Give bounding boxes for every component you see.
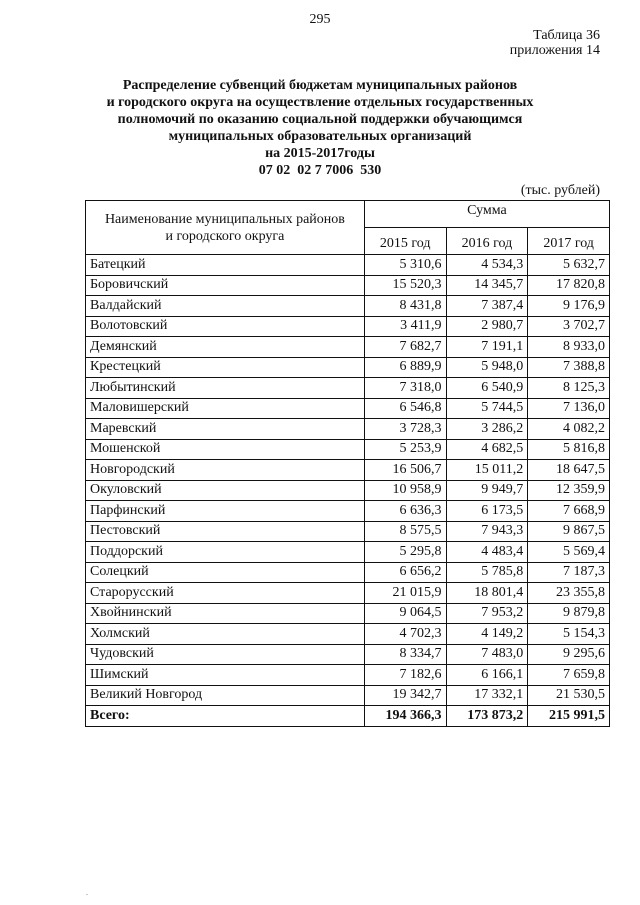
table-row (86, 480, 610, 501)
table-row (86, 439, 610, 460)
value-2015-cell: 5 295,8 (364, 542, 446, 563)
total-2016-cell: 173 873,2 (446, 706, 528, 727)
district-name-cell: Валдайский (86, 296, 365, 317)
value-2015-cell: 9 064,5 (364, 603, 446, 624)
value-2016-cell: 4 682,5 (446, 439, 528, 460)
document-heading (80, 77, 560, 179)
value-2016-cell: 6 166,1 (446, 665, 528, 686)
value-2016-cell: 6 540,9 (446, 378, 528, 399)
district-name-cell: Волотовский (86, 316, 365, 337)
table-row (86, 337, 610, 358)
value-2015-cell: 3 728,3 (364, 419, 446, 440)
value-2015-cell: 7 318,0 (364, 378, 446, 399)
district-name-cell: Великий Новгород (86, 685, 365, 706)
district-name-cell: Боровичский (86, 275, 365, 296)
district-name-cell: Шимский (86, 665, 365, 686)
value-2017-cell: 9 295,6 (528, 644, 610, 665)
heading-line-5: на 2015-2017годы (265, 146, 375, 161)
value-2017-cell: 3 702,7 (528, 316, 610, 337)
scan-mark: . (86, 888, 88, 897)
value-2015-cell: 21 015,9 (364, 583, 446, 604)
value-2017-cell: 5 816,8 (528, 439, 610, 460)
value-2017-cell: 23 355,8 (528, 583, 610, 604)
value-2015-cell: 8 575,5 (364, 521, 446, 542)
district-name-cell: Демянский (86, 337, 365, 358)
district-name-cell: Окуловский (86, 480, 365, 501)
value-2015-cell: 8 431,8 (364, 296, 446, 317)
table-row (86, 316, 610, 337)
district-name-cell: Солецкий (86, 562, 365, 583)
value-2015-cell: 5 253,9 (364, 439, 446, 460)
district-name-cell: Батецкий (86, 255, 365, 276)
district-name-cell: Мошенской (86, 439, 365, 460)
value-2015-cell: 6 636,3 (364, 501, 446, 522)
district-name-cell: Новгородский (86, 460, 365, 481)
value-2015-cell: 6 546,8 (364, 398, 446, 419)
value-2017-cell: 18 647,5 (528, 460, 610, 481)
value-2015-cell: 7 182,6 (364, 665, 446, 686)
value-2016-cell: 6 173,5 (446, 501, 528, 522)
table-ref-line-2: приложения 14 (509, 43, 600, 58)
district-name-cell: Любытинский (86, 378, 365, 399)
value-2016-cell: 2 980,7 (446, 316, 528, 337)
value-2017-cell: 7 668,9 (528, 501, 610, 522)
district-name-cell: Чудовский (86, 644, 365, 665)
value-2016-cell: 4 534,3 (446, 255, 528, 276)
table-row (86, 542, 610, 563)
table-row (86, 275, 610, 296)
value-2017-cell: 21 530,5 (528, 685, 610, 706)
value-2016-cell: 7 953,2 (446, 603, 528, 624)
value-2016-cell: 7 191,1 (446, 337, 528, 358)
value-2015-cell: 10 958,9 (364, 480, 446, 501)
year-2017-header: 2017 год (528, 228, 610, 255)
table-row (86, 624, 610, 645)
table-row (86, 357, 610, 378)
value-2017-cell: 7 388,8 (528, 357, 610, 378)
value-2017-cell: 8 125,3 (528, 378, 610, 399)
total-2017-cell: 215 991,5 (528, 706, 610, 727)
district-name-cell: Маревский (86, 419, 365, 440)
table-row (86, 255, 610, 276)
value-2016-cell: 15 011,2 (446, 460, 528, 481)
value-2015-cell: 16 506,7 (364, 460, 446, 481)
district-name-cell: Парфинский (86, 501, 365, 522)
district-name-cell: Старорусский (86, 583, 365, 604)
value-2016-cell: 9 949,7 (446, 480, 528, 501)
table-row (86, 644, 610, 665)
value-2016-cell: 4 149,2 (446, 624, 528, 645)
year-2015-header: 2015 год (364, 228, 446, 255)
value-2017-cell: 9 879,8 (528, 603, 610, 624)
value-2015-cell: 3 411,9 (364, 316, 446, 337)
value-2017-cell: 5 632,7 (528, 255, 610, 276)
value-2017-cell: 12 359,9 (528, 480, 610, 501)
table-row (86, 583, 610, 604)
table-row (86, 398, 610, 419)
value-2015-cell: 5 310,6 (364, 255, 446, 276)
heading-line-6: 07 02 02 7 7006 530 (258, 163, 382, 178)
total-label-cell: Всего: (86, 706, 365, 727)
value-2016-cell: 7 483,0 (446, 644, 528, 665)
value-2015-cell: 7 682,7 (364, 337, 446, 358)
value-2016-cell: 7 943,3 (446, 521, 528, 542)
value-2015-cell: 8 334,7 (364, 644, 446, 665)
district-name-cell: Холмский (86, 624, 365, 645)
sum-column-header: Сумма (364, 201, 609, 228)
value-2016-cell: 17 332,1 (446, 685, 528, 706)
total-row (86, 706, 610, 727)
year-2016-header: 2016 год (446, 228, 528, 255)
value-2016-cell: 3 286,2 (446, 419, 528, 440)
table-reference (510, 28, 600, 58)
value-2017-cell: 5 569,4 (528, 542, 610, 563)
value-2017-cell: 8 933,0 (528, 337, 610, 358)
value-2017-cell: 4 082,2 (528, 419, 610, 440)
value-2016-cell: 5 744,5 (446, 398, 528, 419)
heading-line-1: Распределение субвенций бюджетам муниципальных районов (122, 78, 518, 93)
district-name-cell: Маловишерский (86, 398, 365, 419)
value-2017-cell: 7 659,8 (528, 665, 610, 686)
value-2016-cell: 5 948,0 (446, 357, 528, 378)
table-body (86, 255, 610, 727)
value-2016-cell: 4 483,4 (446, 542, 528, 563)
heading-line-4: муниципальных образовательных организаций (168, 129, 472, 144)
units-note: (тыс. рублей) (520, 183, 600, 198)
district-name-cell: Поддорский (86, 542, 365, 563)
value-2016-cell: 5 785,8 (446, 562, 528, 583)
table-row (86, 419, 610, 440)
value-2015-cell: 19 342,7 (364, 685, 446, 706)
value-2017-cell: 7 136,0 (528, 398, 610, 419)
value-2015-cell: 6 889,9 (364, 357, 446, 378)
total-2015-cell: 194 366,3 (364, 706, 446, 727)
value-2016-cell: 7 387,4 (446, 296, 528, 317)
value-2017-cell: 5 154,3 (528, 624, 610, 645)
subventions-table (85, 200, 610, 727)
value-2015-cell: 15 520,3 (364, 275, 446, 296)
table-row (86, 460, 610, 481)
value-2017-cell: 7 187,3 (528, 562, 610, 583)
table-row (86, 685, 610, 706)
name-header-line-1: Наименование муниципальных районов (104, 211, 345, 227)
table-row (86, 562, 610, 583)
district-name-cell: Крестецкий (86, 357, 365, 378)
value-2017-cell: 17 820,8 (528, 275, 610, 296)
table-row (86, 501, 610, 522)
value-2015-cell: 4 702,3 (364, 624, 446, 645)
district-name-cell: Хвойнинский (86, 603, 365, 624)
value-2015-cell: 6 656,2 (364, 562, 446, 583)
value-2016-cell: 18 801,4 (446, 583, 528, 604)
table-row (86, 665, 610, 686)
table-row (86, 521, 610, 542)
district-name-cell: Пестовский (86, 521, 365, 542)
value-2017-cell: 9 867,5 (528, 521, 610, 542)
table-row (86, 603, 610, 624)
value-2017-cell: 9 176,9 (528, 296, 610, 317)
name-header-line-2: и городского округа (165, 228, 285, 244)
table-ref-line-1: Таблица 36 (533, 28, 600, 43)
table-row (86, 378, 610, 399)
page-number: 295 (309, 12, 331, 27)
name-column-header (86, 201, 365, 255)
heading-line-3: полномочий по оказанию социальной поддержки обучающимся (117, 112, 523, 127)
table-header-row (86, 201, 610, 228)
value-2016-cell: 14 345,7 (446, 275, 528, 296)
table-row (86, 296, 610, 317)
heading-line-2: и городского округа на осуществление отдельных государственных (106, 95, 534, 110)
